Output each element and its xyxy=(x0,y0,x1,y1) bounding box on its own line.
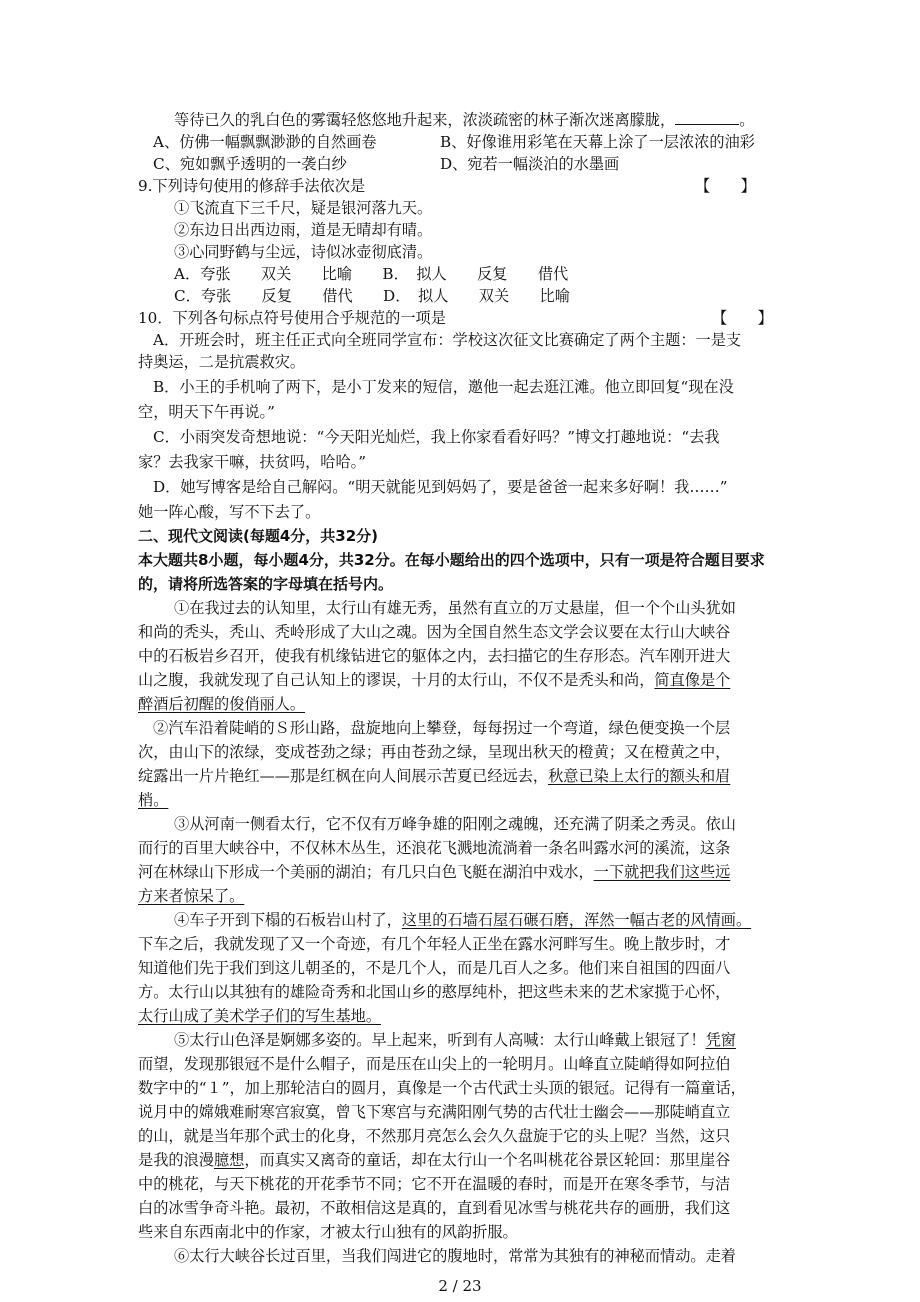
underlined-phrase: 秋意已染上太行的额头和眉 xyxy=(548,767,731,785)
q9-options-ab: A．夸张 双关 比喻 B． 拟人 反复 借代 xyxy=(174,265,569,283)
para2-line4: 梢。 xyxy=(138,791,169,809)
para4-line4: 方。太行山以其独有的雄险奇秀和北国山乡的憨厚纯朴，把这些未来的艺术家揽于心怀， xyxy=(138,983,731,1001)
q10-option-b-line2: 空，明天下午再说。” xyxy=(138,403,275,421)
q8-stem: 等待已久的乳白色的雾霭轻悠悠地升起来，浓淡疏密的林子渐次迷离朦胧， 。 xyxy=(174,111,755,129)
para5-line1: ⑤太行山色泽是婀娜多姿的。早上起来，听到有人高喊：太行山峰戴上银冠了！凭窗 xyxy=(174,1031,736,1049)
underlined-phrase: 简直像是个 xyxy=(654,671,731,689)
q8-option-d: D、宛若一幅淡泊的水墨画 xyxy=(440,155,620,173)
para5-line7: 中的桃花，与天下桃花的开花季节不同；它不开在温暖的春时，而是开在寒冬季节，与洁 xyxy=(138,1175,731,1193)
underlined-phrase: 臆想 xyxy=(213,1151,245,1169)
q10-option-d-line2: 她一阵心酸，写不下去了。 xyxy=(138,503,321,521)
underlined-phrase: 这里的石墙石屋石碾石磨，浑然一幅古老的风情画。 xyxy=(401,911,752,929)
answer-blank xyxy=(675,110,739,125)
section-heading: 二、现代文阅读(每题4分，共32分) xyxy=(138,527,379,545)
q8-option-b: B、好像谁用彩笔在天幕上涂了一层浓浓的油彩 xyxy=(440,133,755,151)
q10-option-d-line1: D．她写博客是给自己解闷。“明天就能见到妈妈了，要是爸爸一起来多好啊！我……” xyxy=(153,478,728,496)
q10-answer-bracket: 【 】 xyxy=(712,309,773,327)
para2-line1: ②汽车沿着陡峭的Ｓ形山路，盘旋地向上攀登，每每拐过一个弯道，绿色便变换一个层 xyxy=(153,719,731,737)
para1-line4: 山之腹，我就发现了自己认知上的谬误，十月的太行山，不仅不是秃头和尚，简直像是个 xyxy=(138,671,731,689)
para5-line9: 些来自东西南北中的作家，才被太行山独有的风韵折服。 xyxy=(138,1223,518,1241)
para4-line2: 下车之后，我就发现了又一个奇迹，有几个年轻人正坐在露水河畔写生。晚上散步时，才 xyxy=(138,935,731,953)
q8-option-c: C、宛如飘乎透明的一袭白纱 xyxy=(153,155,347,173)
para4-line5: 太行山成了美术学子们的写生基地。 xyxy=(138,1007,381,1025)
q9-answer-bracket: 【 】 xyxy=(695,177,756,195)
section-instructions-line2: 的，请将所选答案的字母填在括号内。 xyxy=(138,575,394,593)
para5-line3: 数字中的“１”，加上那轮洁白的圆月，真像是一个古代武士头顶的银冠。记得有一篇童话， xyxy=(138,1079,746,1097)
para3-line2: 而行的百里大峡谷中，不仅林木丛生，还浪花飞溅地流淌着一条名叫露水河的溪流，这条 xyxy=(138,839,731,857)
q9-stem: 9.下列诗句使用的修辞手法依次是 xyxy=(138,177,366,195)
para2-line3: 绽露出一片片艳红——那是红枫在向人间展示苦夏已经远去，秋意已染上太行的额头和眉 xyxy=(138,767,731,785)
page-number: 2 / 23 xyxy=(438,1277,482,1295)
para4-line1: ④车子开到下榻的石板岩山村了，这里的石墙石屋石碾石磨，浑然一幅古老的风情画。 xyxy=(174,911,752,929)
para5-line5: 的山，就是当年那个武士的化身，不然那月亮怎么会久久盘旋于它的头上呢？当然，这只 xyxy=(138,1127,731,1145)
para1-line3: 中的石板岩乡召开，使我有机缘钻进它的躯体之内，去扫描它的生存形态。汽车刚开进大 xyxy=(138,647,731,665)
para5-line4: 说月中的嫦娥难耐寒宫寂寞，曾飞下寒宫与充满阳刚气势的古代壮士幽会——那陡峭直立 xyxy=(138,1103,731,1121)
q9-sentence-2: ②东边日出西边雨，道是无晴却有晴。 xyxy=(174,221,433,239)
para3-line1: ③从河南一侧看太行，它不仅有万峰争雄的阳刚之魂魄，还充满了阴柔之秀灵。依山 xyxy=(174,815,736,833)
para1-line2: 和尚的秃头，秃山、秃岭形成了大山之魂。因为全国自然生态文学会议要在太行山大峡谷 xyxy=(138,623,731,641)
q9-sentence-1: ①飞流直下三千尺，疑是银河落九天。 xyxy=(174,199,433,217)
para2-line2: 次，由山下的浓绿，变成苍劲之绿；再由苍劲之绿，呈现出秋天的橙黄；又在橙黄之中， xyxy=(138,743,731,761)
q10-option-a-line2: 持奥运，二是抗震救灾。 xyxy=(138,353,306,371)
q8-option-a: A、仿佛一幅飘飘渺渺的自然画卷 xyxy=(153,133,377,151)
para1-line1: ①在我过去的认知里，太行山有雄无秀，虽然有直立的万丈悬崖，但一个个山头犹如 xyxy=(174,599,736,617)
q9-sentence-3: ③心同野鹤与尘远，诗似冰壶彻底清。 xyxy=(174,243,433,261)
para4-line3: 知道他们先于我们到这儿朝圣的，不是几个人，而是几百人之多。他们来自祖国的四面八 xyxy=(138,959,731,977)
para6-line1: ⑥太行大峡谷长过百里，当我们闯进它的腹地时，常常为其独有的神秘而情动。走着 xyxy=(174,1247,736,1265)
q9-options-cd: C．夸张 反复 借代 D． 拟人 双关 比喻 xyxy=(174,287,570,305)
para1-line5: 醉酒后初醒的俊俏丽人。 xyxy=(138,695,306,713)
underlined-phrase: 凭窗 xyxy=(705,1031,736,1049)
q10-option-c-line1: C．小雨突发奇想地说：“今天阳光灿烂，我上你家看看好吗？”博文打趣地说：“去我 xyxy=(153,428,720,446)
q10-option-b-line1: B．小王的手机响了两下，是小丁发来的短信，邀他一起去逛江滩。他立即回复“现在没 xyxy=(153,378,734,396)
para5-line2: 而望，发现那银冠不是什么帽子，而是压在山尖上的一轮明月。山峰直立陡峭得如阿拉伯 xyxy=(138,1055,731,1073)
q10-stem: 10．下列各句标点符号使用合乎规范的一项是 xyxy=(138,309,446,327)
para5-line6: 是我的浪漫臆想，而真实又离奇的童话，却在太行山一个名叫桃花谷景区轮回：那里崖谷 xyxy=(138,1151,731,1169)
section-instructions-line1: 本大题共8小题，每小题4分，共32分。在每小题给出的四个选项中，只有一项是符合题目要求 xyxy=(138,551,765,569)
underlined-phrase: 一下就把我们这些远 xyxy=(593,863,731,881)
para5-line8: 白的冰雪争奇斗艳。最初，不敢相信这是真的，直到看见冰雪与桃花共存的画册，我们这 xyxy=(138,1199,731,1217)
q10-option-a-line1: A．开班会时，班主任正式向全班同学宣布：学校这次征文比赛确定了两个主题：一是支 xyxy=(153,331,742,349)
para3-line3: 河在林绿山下形成一个美丽的湖泊；有几只白色飞艇在湖泊中戏水，一下就把我们这些远 xyxy=(138,863,731,881)
para3-line4: 方来者惊呆了。 xyxy=(138,887,245,905)
q10-option-c-line2: 家？去我家干嘛，扶贫吗，哈哈。” xyxy=(138,453,366,471)
